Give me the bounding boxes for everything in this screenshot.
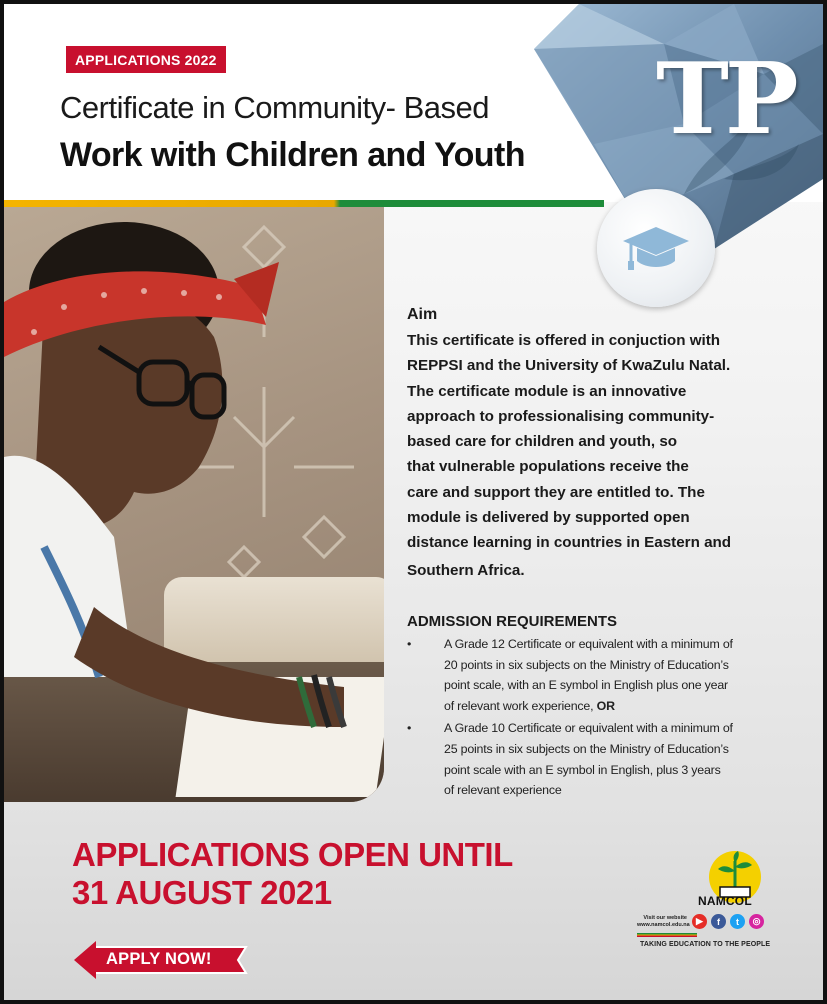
page-title-line2: Work with Children and Youth: [60, 136, 525, 174]
aim-line: The certificate module is an innovative: [407, 382, 687, 400]
facebook-icon[interactable]: f: [711, 914, 726, 929]
aim-line: distance learning in countries in Eastern and: [407, 534, 732, 552]
requirement-line: point scale with an E symbol in English, plus 3 years: [444, 762, 721, 777]
list-item: [407, 718, 767, 800]
aim-line: REPPSI and the University of KwaZulu Natal.: [407, 357, 731, 375]
requirement-line: point scale, with an E symbol in English plus one year: [444, 678, 728, 693]
bullet: •: [407, 637, 412, 651]
admission-heading: ADMISSION REQUIREMENTS: [407, 613, 618, 630]
student-figure: [4, 207, 384, 802]
bullet: •: [407, 721, 412, 736]
deadline-line1: APPLICATIONS OPEN UNTIL: [72, 836, 513, 873]
aim-paragraph: [407, 328, 767, 583]
aim-line: based care for children and youth, so: [407, 433, 678, 451]
aim-heading: Aim: [407, 306, 438, 323]
requirement-line: 20 points in six subjects on the Ministry of Education’s: [444, 657, 729, 672]
color-divider: [4, 200, 604, 207]
aim-line: Southern Africa.: [407, 561, 525, 579]
student-photo: [4, 207, 384, 802]
applications-badge: APPLICATIONS 2022: [66, 46, 226, 73]
requirement-line: A Grade 10 Certificate or equivalent with a minimum of: [444, 721, 733, 736]
requirement-line: of relevant experience: [444, 783, 562, 798]
twitter-icon[interactable]: t: [730, 914, 745, 929]
aim-line: approach to professionalising community-: [407, 407, 715, 425]
graduation-cap-badge: [597, 189, 715, 307]
requirement-text: of relevant work experience,: [444, 698, 594, 713]
aim-line: care and support they are entitled to. The: [407, 483, 705, 501]
apply-now-button[interactable]: [74, 941, 254, 979]
requirement-line: 25 points in six subjects on the Ministry of Education’s: [444, 741, 729, 756]
youtube-icon[interactable]: ▶: [692, 914, 707, 929]
or-emphasis: OR: [596, 698, 615, 713]
deadline-line2: 31 AUGUST 2021: [72, 874, 332, 911]
social-links: [692, 914, 764, 929]
tp-logo-letters: TP: [656, 42, 795, 157]
apply-now-label: APPLY NOW!: [106, 950, 212, 968]
website-block[interactable]: [637, 915, 690, 929]
deadline-callout: [72, 836, 513, 912]
aim-line: that vulnerable populations receive the: [407, 458, 689, 476]
page-title-line1: Certificate in Community- Based: [60, 90, 489, 125]
aim-line: This certificate is offered in conjuction with: [407, 332, 721, 349]
visit-label: Visit our website: [643, 915, 687, 921]
instagram-icon[interactable]: ◎: [749, 914, 764, 929]
list-item: [407, 634, 767, 716]
org-name: NAMCOL: [698, 894, 752, 908]
requirements-list: [407, 634, 767, 803]
flag-stripe: [637, 933, 697, 937]
tagline: TAKING EDUCATION TO THE PEOPLE: [640, 941, 771, 948]
aim-line: module is delivered by supported open: [407, 509, 690, 527]
requirement-line: [444, 696, 767, 717]
graduation-cap-icon: [621, 223, 691, 273]
requirement-line: A Grade 12 Certificate or equivalent with a minimum of: [444, 637, 733, 651]
website-link[interactable]: www.namcol.edu.na: [637, 922, 690, 928]
